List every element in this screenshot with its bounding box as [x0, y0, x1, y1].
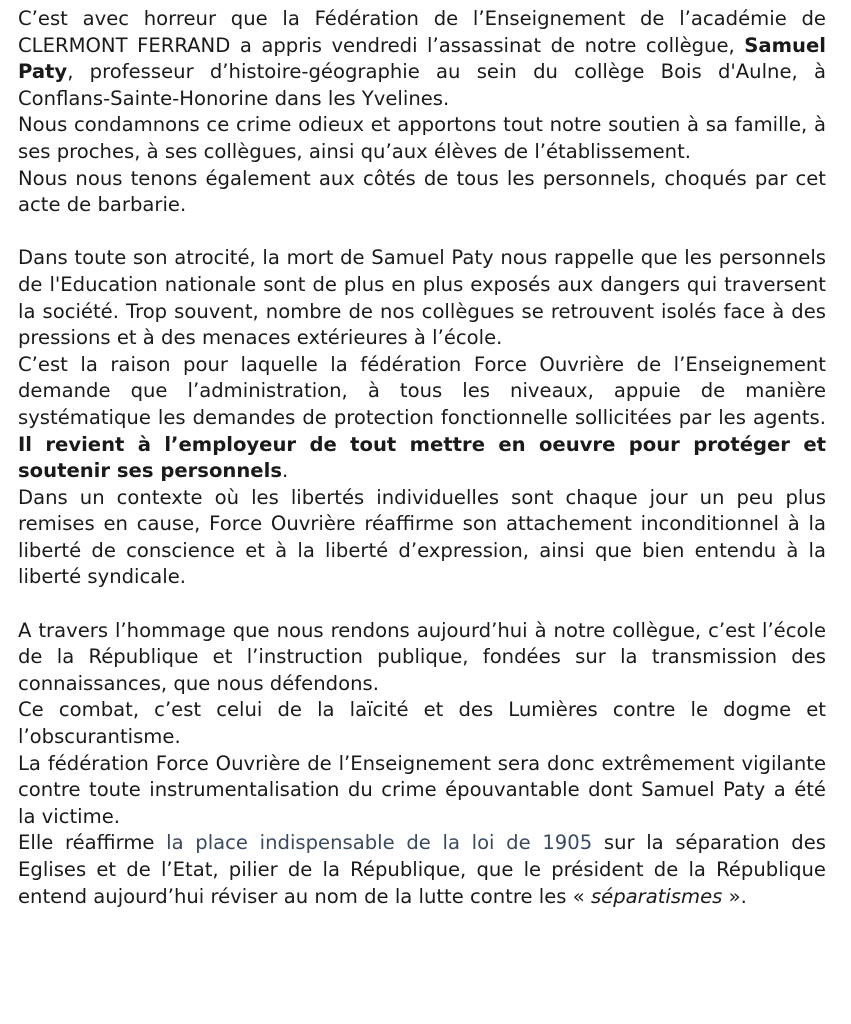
protection-text-start: C’est la raison pour laquelle la fédération Force Ouvrière de l’Enseignement demande que l’administration, à tous les niveaux, appuie de manière systématique les demandes de protection fonctionnelle sollicitées par les agents. [18, 352, 826, 429]
employer-duty-statement: Il revient à l’employeur de tout mettre en oeuvre pour protéger et soutenir ses personnels [18, 432, 826, 483]
paragraph-spacer [18, 591, 826, 618]
separatismes-term: séparatismes [590, 884, 723, 908]
paragraph-law-1905 [18, 830, 826, 910]
announcement-text-end: , professeur d’histoire-géographie au sein du collège Bois d'Aulne, à Conflans-Sainte-Honorine dans les Yvelines. [18, 60, 826, 110]
document-body [18, 6, 826, 910]
paragraph-protection-demand [18, 352, 826, 485]
law-text-start: Elle réaffirme [18, 831, 167, 855]
paragraph-secularism: Ce combat, c’est celui de la laïcité et des Lumières contre le dogme et l’obscurantisme. [18, 698, 826, 749]
announcement-text-start: C’est avec horreur que la Fédération de l’Enseignement de l’académie de CLERMONT FERRAND a appris vendredi l’assassinat de notre collègue, [18, 7, 826, 57]
protection-text-end: . [281, 459, 289, 483]
law-text-end: ». [722, 884, 747, 908]
paragraph-tribute: A travers l’hommage que nous rendons aujourd’hui à notre collègue, c’est l’école de la République et l’instruction publique, fondées sur la transmission des connaissances, que nous défendons. [18, 618, 826, 695]
paragraph-spacer [18, 219, 826, 246]
victim-name: Samuel Paty [18, 33, 826, 84]
paragraph-condemnation: Nous condamnons ce crime odieux et apportons tout notre soutien à sa famille, à ses proches, à ses collègues, ainsi qu’aux élèves de l’établissement. [18, 113, 826, 163]
paragraph-dangers: Dans toute son atrocité, la mort de Samuel Paty nous rappelle que les personnels de l'Education nationale sont de plus en plus exposés aux dangers qui traversent la société. Trop souvent, nombre de nos collègues se retrouvent isolés face à des pressions et à des menaces extérieures à l’école. [18, 246, 826, 350]
law-1905-reference: la place indispensable de la loi de 1905 [166, 831, 593, 855]
paragraph-announcement [18, 6, 826, 112]
paragraph-freedoms: Dans un contexte où les libertés individuelles sont chaque jour un peu plus remises en cause, Force Ouvrière réaffirme son attachement inconditionnel à la liberté de conscience et à la liberté d’expression, ainsi que bien entendu à la liberté syndicale. [18, 485, 826, 589]
paragraph-support: Nous nous tenons également aux côtés de tous les personnels, choqués par cet acte de barbarie. [18, 166, 826, 217]
paragraph-vigilance: La fédération Force Ouvrière de l’Enseignement sera donc extrêmement vigilante contre toute instrumentalisation du crime épouvantable dont Samuel Paty a été la victime. [18, 751, 826, 828]
law-text-middle: sur la séparation des Eglises et de l’Etat, pilier de la République, que le président de la République entend aujourd’hui réviser au nom de la lutte contre les « [18, 831, 827, 908]
